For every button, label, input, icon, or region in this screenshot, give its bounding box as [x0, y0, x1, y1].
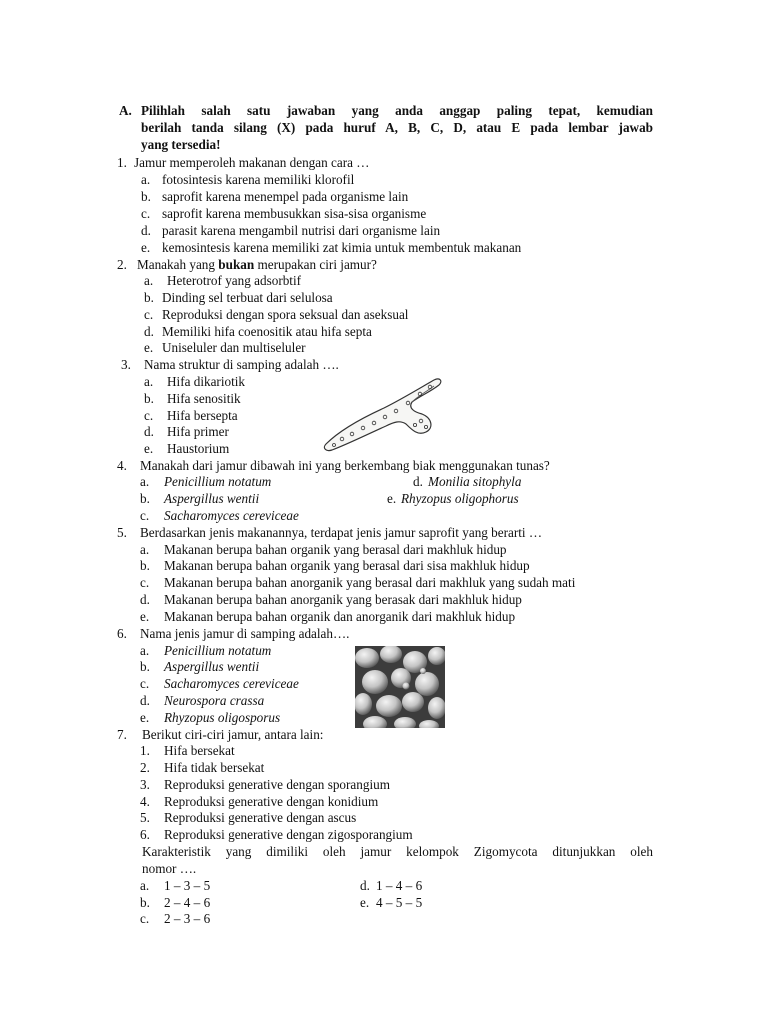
q7-item-6: Reproduksi generative dengan zigosporangium: [164, 827, 413, 842]
q3-option-c: Hifa bersepta: [167, 408, 238, 423]
q4-number: 4.: [117, 458, 127, 473]
q3-option-b-letter: b.: [144, 391, 154, 406]
q2-option-d: Memiliki hifa coenositik atau hifa septa: [162, 324, 372, 339]
q1-option-c-letter: c.: [141, 206, 151, 221]
q1-option-e: kemosintesis karena memiliki zat kimia untuk membentuk makanan: [162, 240, 522, 255]
q5-number: 5.: [117, 525, 127, 540]
q7-number: 7.: [117, 727, 127, 742]
q1-option-d: parasit karena mengambil nutrisi dari organisme lain: [162, 223, 441, 238]
q6-number: 6.: [117, 626, 127, 641]
q5-option-d-letter: d.: [140, 592, 150, 607]
q2-text-pre: Manakah yang: [137, 257, 215, 272]
q1-option-a: fotosintesis karena memiliki klorofil: [162, 172, 355, 187]
q7-option-e-letter: e.: [360, 895, 370, 910]
q2-option-c-letter: c.: [144, 307, 154, 322]
q3-option-c-letter: c.: [144, 408, 154, 423]
q7-item-6-number: 6.: [140, 827, 150, 842]
yeast-micrograph: [355, 646, 445, 728]
q1-option-c: saprofit karena membusukkan sisa-sisa organisme: [162, 206, 427, 221]
q2-option-b: Dinding sel terbuat dari selulosa: [162, 290, 333, 305]
q7-item-3-number: 3.: [140, 777, 150, 792]
q4-option-a-letter: a.: [140, 474, 150, 489]
q7-option-e: 4 – 5 – 5: [376, 895, 423, 910]
q2-option-e: Uniseluler dan multiseluler: [162, 340, 306, 355]
q3-option-e: Haustorium: [167, 441, 230, 456]
q6-option-e-letter: e.: [140, 710, 150, 725]
q2-option-c: Reproduksi dengan spora seksual dan aseksual: [162, 307, 409, 322]
q7-option-d-letter: d.: [360, 878, 370, 893]
q1-option-e-letter: e.: [141, 240, 151, 255]
q6-text: Nama jenis jamur di samping adalah….: [140, 626, 350, 641]
q7-item-2: Hifa tidak bersekat: [164, 760, 265, 775]
q5-option-e: Makanan berupa bahan organik dan anorganik dari makhluk hidup: [164, 609, 516, 624]
section-letter: A.: [119, 103, 132, 118]
q7-option-c-letter: c.: [140, 911, 150, 926]
q5-option-c: Makanan berupa bahan anorganik yang berasal dari makhluk yang sudah mati: [164, 575, 576, 590]
q4-option-c-letter: c.: [140, 508, 150, 523]
q5-option-b-letter: b.: [140, 558, 150, 573]
q7-text: Berikut ciri-ciri jamur, antara lain:: [142, 727, 324, 742]
q7-item-4-number: 4.: [140, 794, 150, 809]
q2-option-a: Heterotrof yang adsorbtif: [167, 273, 302, 288]
q3-option-d-letter: d.: [144, 424, 154, 439]
q7-item-1: Hifa bersekat: [164, 743, 235, 758]
q2-option-e-letter: e.: [144, 340, 154, 355]
q7-option-a: 1 – 3 – 5: [164, 878, 211, 893]
q1-option-b-letter: b.: [141, 189, 151, 204]
q6-option-c-letter: c.: [140, 676, 150, 691]
q4-option-e: Rhyzopus oligophorus: [401, 491, 519, 506]
q7-option-a-letter: a.: [140, 878, 150, 893]
q6-option-d: Neurospora crassa: [164, 693, 265, 708]
q6-option-b-letter: b.: [140, 659, 150, 674]
instruction-line-1: Pilihlah salah satu jawaban yang anda anggap paling tepat, kemudian: [141, 103, 653, 118]
q5-option-c-letter: c.: [140, 575, 150, 590]
instruction-line-3: yang tersedia!: [141, 136, 221, 152]
q5-option-a-letter: a.: [140, 542, 150, 557]
hypha-illustration: [322, 372, 444, 452]
q2-option-d-letter: d.: [144, 324, 154, 339]
q1-text: Jamur memperoleh makanan dengan cara …: [134, 155, 370, 170]
q7-item-1-number: 1.: [140, 743, 150, 758]
q7-stem-line-2: nomor ….: [142, 861, 197, 876]
q5-text: Berdasarkan jenis makanannya, terdapat jenis jamur saprofit yang berarti …: [140, 525, 543, 540]
instruction-line-2: berilah tanda silang (X) pada huruf A, B, C, D, atau E pada lembar jawab: [141, 119, 653, 135]
q7-item-5: Reproduksi generative dengan ascus: [164, 810, 357, 825]
q6-option-b: Aspergillus wentii: [164, 659, 260, 674]
q6-option-c: Sacharomyces cereviceae: [164, 676, 299, 691]
q6-option-a-letter: a.: [140, 643, 150, 658]
q7-option-b: 2 – 4 – 6: [164, 895, 211, 910]
q5-option-b: Makanan berupa bahan organik yang berasal dari sisa makhluk hidup: [164, 558, 530, 573]
section-instruction: [141, 103, 653, 153]
q7-stem-line-1: Karakteristik yang dimiliki oleh jamur kelompok Zigomycota ditunjukkan oleh: [142, 844, 653, 859]
q6-option-e: Rhyzopus oligosporus: [164, 710, 281, 725]
q7-item-5-number: 5.: [140, 810, 150, 825]
q3-option-a: Hifa dikariotik: [167, 374, 246, 389]
q4-option-b: Aspergillus wentii: [164, 491, 260, 506]
q7-item-3: Reproduksi generative dengan sporangium: [164, 777, 390, 792]
q3-text: Nama struktur di samping adalah ….: [144, 357, 339, 372]
q6-option-a: Penicillium notatum: [164, 643, 272, 658]
q2-text-post: merupakan ciri jamur?: [257, 257, 377, 272]
q2-option-a-letter: a.: [144, 273, 154, 288]
q3-option-a-letter: a.: [144, 374, 154, 389]
q4-text: Manakah dari jamur dibawah ini yang berkembang biak menggunakan tunas?: [140, 458, 550, 473]
q7-option-b-letter: b.: [140, 895, 150, 910]
q7-option-d: 1 – 4 – 6: [376, 878, 423, 893]
q3-number: 3.: [121, 357, 131, 372]
q3-option-d: Hifa primer: [167, 424, 229, 439]
q1-option-a-letter: a.: [141, 172, 151, 187]
q3-option-e-letter: e.: [144, 441, 154, 456]
q5-option-e-letter: e.: [140, 609, 150, 624]
q4-option-a: Penicillium notatum: [164, 474, 272, 489]
q5-option-a: Makanan berupa bahan organik yang berasal dari makhluk hidup: [164, 542, 507, 557]
q3-option-b: Hifa senositik: [167, 391, 241, 406]
q5-option-d: Makanan berupa bahan anorganik yang berasak dari makhluk hidup: [164, 592, 522, 607]
q4-option-e-letter: e.: [387, 491, 397, 506]
q4-option-d-letter: d.: [413, 474, 423, 489]
q2-text-bold: bukan: [218, 257, 255, 272]
q6-option-d-letter: d.: [140, 693, 150, 708]
q1-number: 1.: [117, 155, 127, 170]
q2-option-b-letter: b.: [144, 290, 154, 305]
q7-item-4: Reproduksi generative dengan konidium: [164, 794, 379, 809]
q4-option-c: Sacharomyces cereviceae: [164, 508, 299, 523]
q7-item-2-number: 2.: [140, 760, 150, 775]
q4-option-d: Monilia sitophyla: [428, 474, 522, 489]
q7-option-c: 2 – 3 – 6: [164, 911, 211, 926]
q4-option-b-letter: b.: [140, 491, 150, 506]
q1-option-b: saprofit karena menempel pada organisme lain: [162, 189, 409, 204]
q2-number: 2.: [117, 257, 127, 272]
q2-text: [137, 257, 377, 273]
q1-option-d-letter: d.: [141, 223, 151, 238]
